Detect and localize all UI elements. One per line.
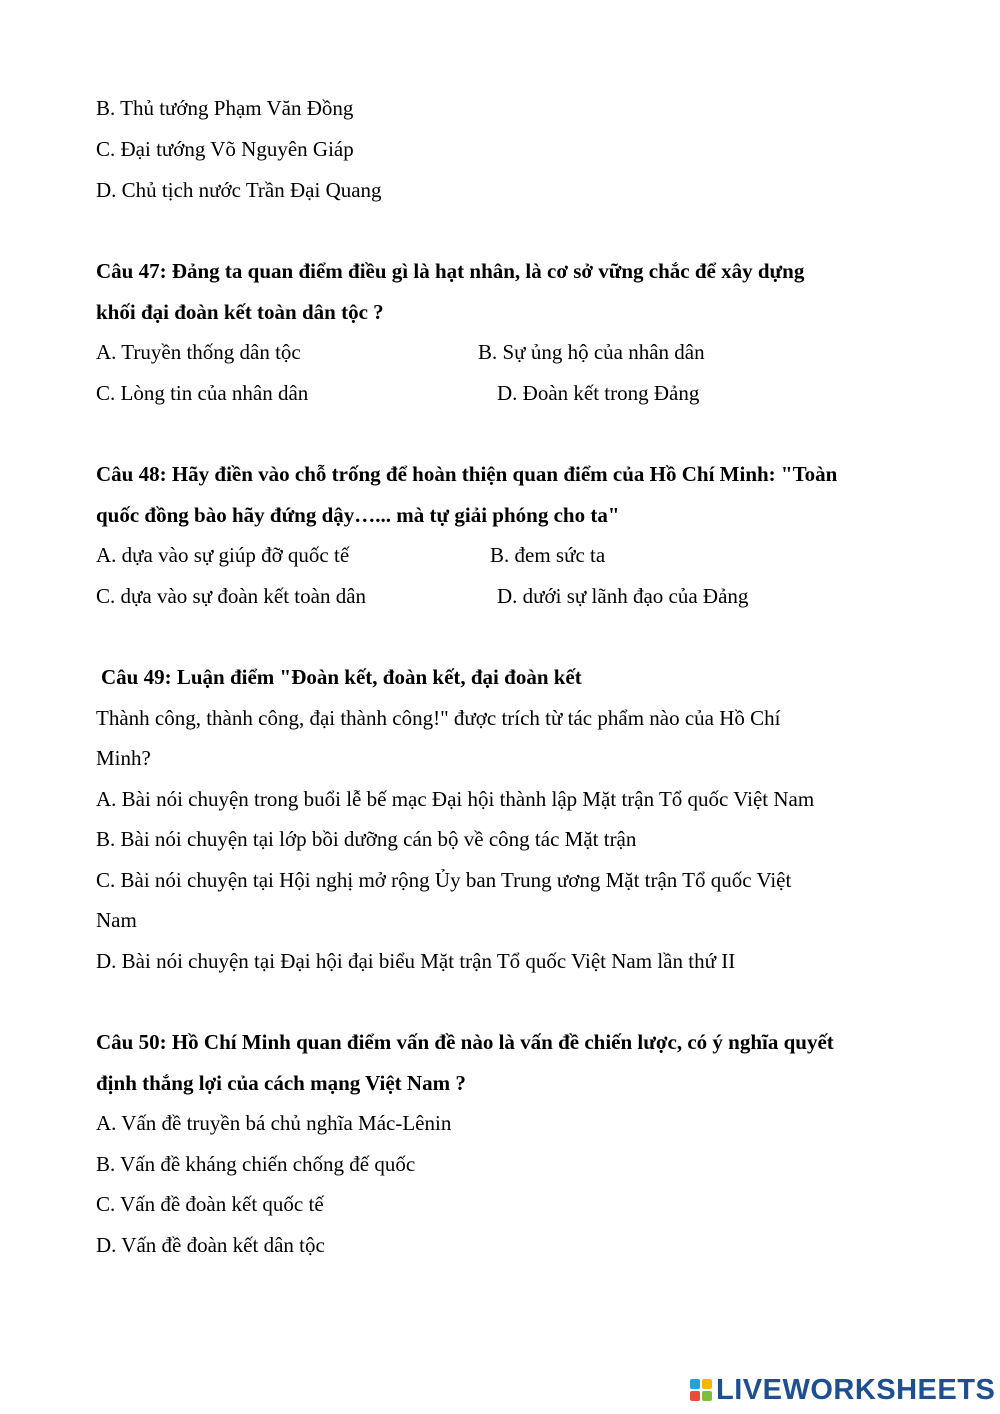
logo-square-4: [702, 1391, 712, 1401]
q48-title-line2: quốc đồng bào hãy đứng dậy…... mà tự giải phóng cho ta": [96, 503, 620, 527]
q49-text-line1: Thành công, thành công, đại thành công!" được trích từ tác phẩm nào của Hồ Chí: [96, 706, 781, 730]
q50-title-line1: Câu 50: Hồ Chí Minh quan điểm vấn đề nào là vấn đề chiến lược, có ý nghĩa quyết: [96, 1030, 834, 1054]
q49-option-a: A. Bài nói chuyện trong buổi lễ bế mạc Đại hội thành lập Mặt trận Tổ quốc Việt Nam: [96, 787, 815, 811]
q50-option-c: C. Vấn đề đoàn kết quốc tế: [96, 1192, 324, 1216]
q48-title-line1: Câu 48: Hãy điền vào chỗ trống để hoàn thiện quan điểm của Hồ Chí Minh: "Toàn: [96, 462, 838, 486]
logo-square-2: [702, 1379, 712, 1389]
q49-option-b: B. Bài nói chuyện tại lớp bồi dưỡng cán bộ về công tác Mặt trận: [96, 827, 637, 851]
q50-title-line2: định thắng lợi của cách mạng Việt Nam ?: [96, 1071, 466, 1095]
q47-title-line2: khối đại đoàn kết toàn dân tộc ?: [96, 300, 384, 324]
q49-title: Câu 49: Luận điểm "Đoàn kết, đoàn kết, đại đoàn kết: [101, 665, 582, 689]
q50-option-d: D. Vấn đề đoàn kết dân tộc: [96, 1233, 325, 1257]
prev-option-c: C. Đại tướng Võ Nguyên Giáp: [96, 137, 354, 161]
q49-option-c-line2: Nam: [96, 908, 137, 932]
q49-option-c-line1: C. Bài nói chuyện tại Hội nghị mở rộng Ủy ban Trung ương Mặt trận Tổ quốc Việt: [96, 868, 792, 892]
q47-option-b: B. Sự ủng hộ của nhân dân: [478, 340, 705, 364]
prev-option-d: D. Chủ tịch nước Trần Đại Quang: [96, 178, 382, 202]
q49-text-line2: Minh?: [96, 746, 151, 770]
prev-option-b: B. Thủ tướng Phạm Văn Đồng: [96, 96, 354, 120]
q47-option-c: C. Lòng tin của nhân dân: [96, 381, 309, 405]
liveworksheets-logo: [690, 1374, 995, 1406]
logo-square-1: [690, 1379, 700, 1389]
logo-square-3: [690, 1391, 700, 1401]
q48-option-d: D. dưới sự lãnh đạo của Đảng: [497, 584, 749, 608]
q50-option-a: A. Vấn đề truyền bá chủ nghĩa Mác-Lênin: [96, 1111, 452, 1135]
q49-option-d: D. Bài nói chuyện tại Đại hội đại biểu Mặt trận Tổ quốc Việt Nam lần thứ II: [96, 949, 736, 973]
q48-option-c: C. dựa vào sự đoàn kết toàn dân: [96, 584, 367, 608]
q48-option-a: A. dựa vào sự giúp đỡ quốc tế: [96, 543, 350, 567]
q48-option-b: B. đem sức ta: [490, 543, 606, 567]
q47-option-a: A. Truyền thống dân tộc: [96, 340, 301, 364]
brand-name: LIVEWORKSHEETS: [716, 1374, 996, 1406]
liveworksheets-logo-icon: [690, 1379, 712, 1401]
q50-option-b: B. Vấn đề kháng chiến chống đế quốc: [96, 1152, 416, 1176]
q47-option-d: D. Đoàn kết trong Đảng: [497, 381, 700, 405]
q47-title-line1: Câu 47: Đảng ta quan điểm điều gì là hạt nhân, là cơ sở vững chắc để xây dựng: [96, 259, 805, 283]
